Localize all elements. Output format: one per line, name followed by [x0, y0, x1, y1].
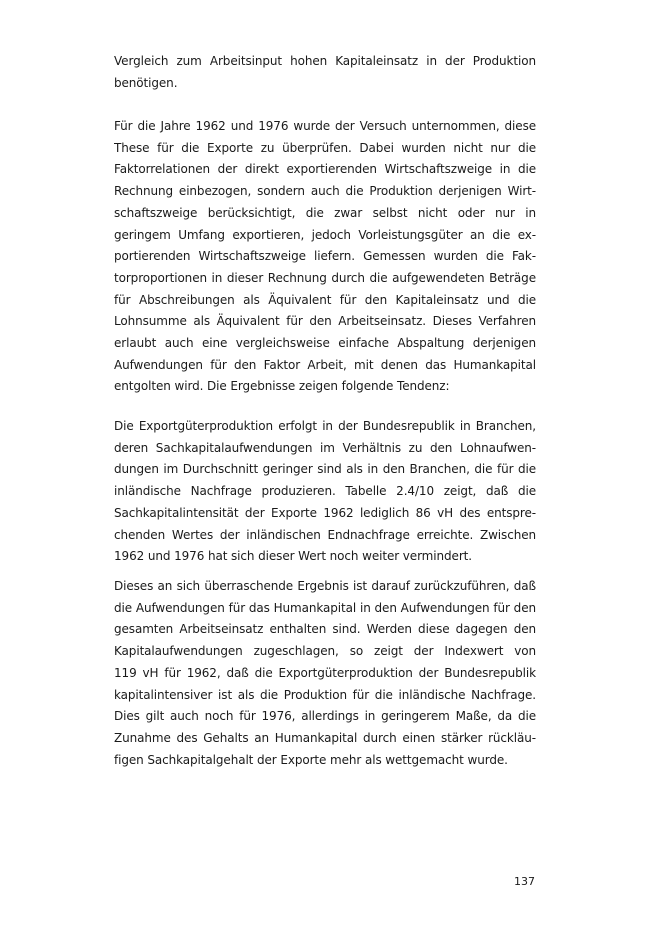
text-line: portierenden Wirtschaftszweige liefern. Gemessen wurden die Fak-: [114, 249, 536, 264]
text-line: chenden Wertes der inländischen Endnachfrage erreichte. Zwischen: [114, 527, 536, 542]
text-line: inländische Nachfrage produzieren. Tabelle 2.4/10 zeigt, daß die: [114, 484, 536, 499]
paragraph-2: [114, 116, 536, 398]
paragraph-3: [114, 416, 536, 568]
text-line: Lohnsumme als Äquivalent für den Arbeitseinsatz. Dieses Verfahren: [114, 314, 536, 329]
text-line: Zunahme des Gehalts an Humankapital durch einen stärker rückläu-: [114, 730, 536, 745]
text-line: für Abschreibungen als Äquivalent für den Kapitaleinsatz und die: [114, 292, 536, 307]
text-line: die Aufwendungen für das Humankapital in den Aufwendungen für den: [114, 600, 536, 615]
text-line: deren Sachkapitalaufwendungen im Verhältnis zu den Lohnaufwen-: [114, 440, 536, 455]
text-line: entgolten wird. Die Ergebnisse zeigen folgende Tendenz:: [114, 379, 450, 394]
text-line: Faktorrelationen der direkt exportierenden Wirtschaftszweige in die: [114, 162, 536, 177]
text-line: Aufwendungen für den Faktor Arbeit, mit denen das Humankapital: [114, 357, 536, 372]
text-line: Kapitalaufwendungen zugeschlagen, so zeigt der Indexwert von: [114, 644, 536, 659]
text-line: Für die Jahre 1962 und 1976 wurde der Versuch unternommen, diese: [114, 119, 536, 133]
paragraph-1: [114, 51, 536, 94]
text-line: erlaubt auch eine vergleichsweise einfache Abspaltung derjenigen: [114, 336, 536, 351]
text-line: figen Sachkapitalgehalt der Exporte mehr als wettgemacht wurde.: [114, 752, 508, 767]
page-number: 137: [514, 875, 535, 888]
text-line: Vergleich zum Arbeitsinput hohen Kapitaleinsatz in der Produktion: [114, 54, 536, 68]
text-line: Sachkapitalintensität der Exporte 1962 lediglich 86 vH des entspre-: [114, 505, 536, 520]
text-line: benötigen.: [114, 75, 178, 90]
text-line: dungen im Durchschnitt geringer sind als in den Branchen, die für die: [114, 462, 536, 477]
text-line: torproportionen in dieser Rechnung durch die aufgewendeten Beträge: [114, 270, 536, 285]
text-line: Rechnung einbezogen, sondern auch die Produktion derjenigen Wirt-: [114, 184, 536, 199]
text-line: gesamten Arbeitseinsatz enthalten sind. Werden diese dagegen den: [114, 622, 536, 637]
text-line: schaftszweige berücksichtigt, die zwar selbst nicht oder nur in: [114, 205, 536, 220]
text-line: 1962 und 1976 hat sich dieser Wert noch weiter vermindert.: [114, 549, 472, 564]
text-line: geringem Umfang exportieren, jedoch Vorleistungsgüter an die ex-: [114, 227, 536, 242]
text-line: These für die Exporte zu überprüfen. Dabei wurden nicht nur die: [114, 140, 536, 155]
text-line: Die Exportgüterproduktion erfolgt in der Bundesrepublik in Branchen,: [114, 419, 536, 433]
text-line: Dieses an sich überraschende Ergebnis ist darauf zurückzuführen, daß: [114, 579, 536, 593]
text-line: kapitalintensiver ist als die Produktion für die inländische Nachfrage.: [114, 687, 536, 702]
text-line: 119 vH für 1962, daß die Exportgüterproduktion der Bundesrepublik: [114, 665, 536, 680]
text-line: Dies gilt auch noch für 1976, allerdings in geringerem Maße, da die: [114, 709, 536, 724]
paragraph-4: [114, 576, 536, 771]
